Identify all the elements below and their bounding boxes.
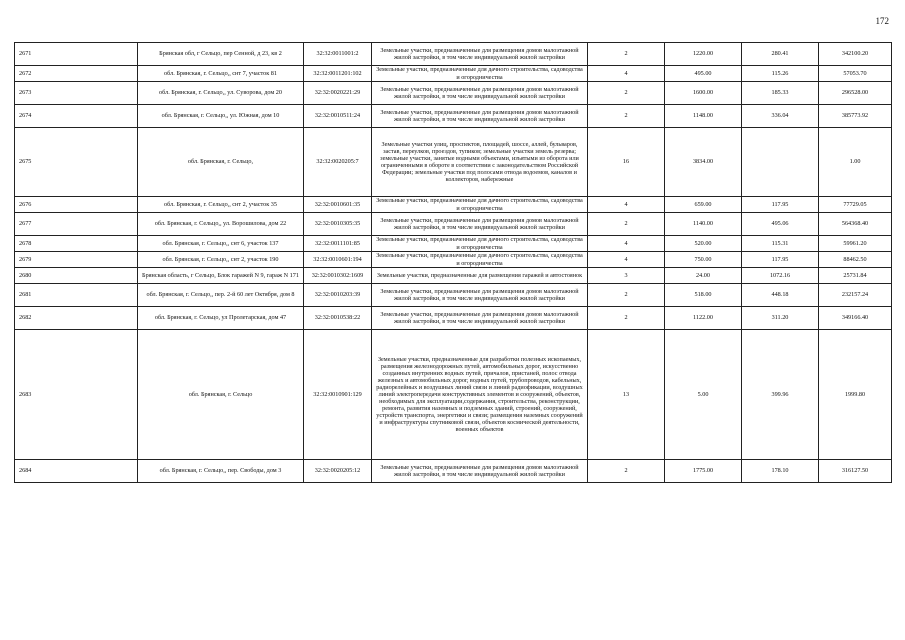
row-number-cell: 2678 — [15, 236, 138, 252]
land-registry-table — [14, 42, 892, 483]
cadastral-number-cell: 32:32:0010203:39 — [304, 284, 372, 307]
area-cell: 659.00 — [665, 197, 742, 213]
table-row — [15, 128, 892, 197]
cadastral-value-cell: 232157.24 — [819, 284, 892, 307]
table-row — [15, 105, 892, 128]
cadastral-number-cell: 32:32:0010511:24 — [304, 105, 372, 128]
address-cell: обл. Брянская, г. Сельцо — [138, 330, 304, 460]
table-row — [15, 197, 892, 213]
rate-cell: 185.33 — [742, 82, 819, 105]
table-row — [15, 284, 892, 307]
cadastral-value-cell: 59961.20 — [819, 236, 892, 252]
address-cell: обл. Брянская, г. Сельцо, — [138, 128, 304, 197]
table-row — [15, 268, 892, 284]
table-row — [15, 236, 892, 252]
cadastral-number-cell: 32:32:0010601:35 — [304, 197, 372, 213]
table-row — [15, 330, 892, 460]
row-number-cell: 2671 — [15, 43, 138, 66]
cadastral-value-cell: 77729.05 — [819, 197, 892, 213]
area-cell: 1220.00 — [665, 43, 742, 66]
land-use-cell: Земельные участки, предназначенные для размещения домов малоэтажной жилой застройки, в том числе индивидуальной жилой застройки — [372, 284, 588, 307]
row-number-cell: 2674 — [15, 105, 138, 128]
row-number-cell: 2681 — [15, 284, 138, 307]
cadastral-number-cell: 32:32:0020205:7 — [304, 128, 372, 197]
rate-cell: 280.41 — [742, 43, 819, 66]
group-cell: 4 — [588, 66, 665, 82]
rate-cell: 1072.16 — [742, 268, 819, 284]
cadastral-value-cell: 349166.40 — [819, 307, 892, 330]
cadastral-value-cell: 385773.92 — [819, 105, 892, 128]
address-cell: Брянская область, г Сельцо, Блок гаражей N 9, гараж N 171 — [138, 268, 304, 284]
address-cell: Брянская обл, г Сельцо, пер Сенной, д 23, кв 2 — [138, 43, 304, 66]
area-cell: 1122.00 — [665, 307, 742, 330]
rate-cell: 448.18 — [742, 284, 819, 307]
table-row — [15, 43, 892, 66]
group-cell: 16 — [588, 128, 665, 197]
cadastral-value-cell: 57053.70 — [819, 66, 892, 82]
cadastral-value-cell: 564368.40 — [819, 213, 892, 236]
cadastral-value-cell: 25731.84 — [819, 268, 892, 284]
area-cell: 1140.00 — [665, 213, 742, 236]
cadastral-number-cell: 32:32:0010302:1609 — [304, 268, 372, 284]
table-row — [15, 213, 892, 236]
address-cell: обл. Брянская, г. Сельцо, ул Пролетарская, дом 47 — [138, 307, 304, 330]
cadastral-number-cell: 32:32:0011001:2 — [304, 43, 372, 66]
row-number-cell: 2676 — [15, 197, 138, 213]
rate-cell — [742, 128, 819, 197]
address-cell: обл. Брянская, г. Сельцо,, ул. Ворошилова, дом 22 — [138, 213, 304, 236]
area-cell: 24.00 — [665, 268, 742, 284]
land-use-cell: Земельные участки, предназначенные для дачного строительства, садоводства и огородничества — [372, 236, 588, 252]
rate-cell: 117.95 — [742, 252, 819, 268]
cadastral-number-cell: 32:32:0011201:102 — [304, 66, 372, 82]
group-cell: 4 — [588, 197, 665, 213]
address-cell: обл. Брянская, г. Сельцо,, пер. Свободы, дом 3 — [138, 460, 304, 483]
table-row — [15, 460, 892, 483]
area-cell: 518.00 — [665, 284, 742, 307]
area-cell: 520.00 — [665, 236, 742, 252]
group-cell: 2 — [588, 82, 665, 105]
table-row — [15, 82, 892, 105]
rate-cell: 399.96 — [742, 330, 819, 460]
group-cell: 2 — [588, 105, 665, 128]
cadastral-value-cell: 296528.00 — [819, 82, 892, 105]
land-use-cell: Земельные участки, предназначенные для дачного строительства, садоводства и огородничества — [372, 252, 588, 268]
cadastral-number-cell: 32:32:0011101:85 — [304, 236, 372, 252]
rate-cell: 117.95 — [742, 197, 819, 213]
address-cell: обл. Брянская, г. Сельцо,, пер. 2-й 60 лет Октября, дом 8 — [138, 284, 304, 307]
land-use-cell: Земельные участки, предназначенные для размещения домов малоэтажной жилой застройки, в том числе индивидуальной жилой застройки — [372, 213, 588, 236]
address-cell: обл. Брянская, г. Сельцо,, снт 2, участок 190 — [138, 252, 304, 268]
cadastral-value-cell: 316127.50 — [819, 460, 892, 483]
land-use-cell: Земельные участки, предназначенные для размещения домов малоэтажной жилой застройки, в том числе индивидуальной жилой застройки — [372, 105, 588, 128]
row-number-cell: 2675 — [15, 128, 138, 197]
address-cell: обл. Брянская, г. Сельцо,, ул. Южная, дом 10 — [138, 105, 304, 128]
table-row — [15, 66, 892, 82]
rate-cell: 178.10 — [742, 460, 819, 483]
cadastral-number-cell: 32:32:0010601:194 — [304, 252, 372, 268]
page-number: 172 — [875, 16, 889, 26]
row-number-cell: 2673 — [15, 82, 138, 105]
address-cell: обл. Брянская, г. Сельцо,, ул. Суворова, дом 20 — [138, 82, 304, 105]
group-cell: 4 — [588, 252, 665, 268]
group-cell: 4 — [588, 236, 665, 252]
group-cell: 2 — [588, 213, 665, 236]
area-cell: 3834.00 — [665, 128, 742, 197]
row-number-cell: 2679 — [15, 252, 138, 268]
row-number-cell: 2677 — [15, 213, 138, 236]
row-number-cell: 2672 — [15, 66, 138, 82]
land-use-cell: Земельные участки, предназначенные для дачного строительства, садоводства и огородничества — [372, 197, 588, 213]
address-cell: обл. Брянская, г. Сельцо,, снт 7, участок 81 — [138, 66, 304, 82]
rate-cell: 115.31 — [742, 236, 819, 252]
land-use-cell: Земельные участки, предназначенные для размещения домов малоэтажной жилой застройки, в том числе индивидуальной жилой застройки — [372, 307, 588, 330]
row-number-cell: 2680 — [15, 268, 138, 284]
cadastral-number-cell: 32:32:0010901:129 — [304, 330, 372, 460]
land-use-cell: Земельные участки, предназначенные для дачного строительства, садоводства и огородничества — [372, 66, 588, 82]
group-cell: 13 — [588, 330, 665, 460]
group-cell: 2 — [588, 460, 665, 483]
cadastral-number-cell: 32:32:0020221:29 — [304, 82, 372, 105]
land-use-cell: Земельные участки, предназначенные для размещения гаражей и автостоянок — [372, 268, 588, 284]
land-use-cell: Земельные участки улиц, проспектов, площадей, шоссе, аллей, бульваров, застав, переулков, проездов, тупиков; земельные участки земель резерва; земельные участки, занятые водными объектами, изъятыми из оборота или ограниченными в обороте в соответствии с законодательством Российской Федерации; земельные участки под полосами отвода водоемов, каналов и коллекторов, набережные — [372, 128, 588, 197]
rate-cell: 495.06 — [742, 213, 819, 236]
table-row — [15, 252, 892, 268]
area-cell: 1600.00 — [665, 82, 742, 105]
area-cell: 5.00 — [665, 330, 742, 460]
cadastral-value-cell: 88462.50 — [819, 252, 892, 268]
rate-cell: 336.04 — [742, 105, 819, 128]
cadastral-number-cell: 32:32:0010538:22 — [304, 307, 372, 330]
group-cell: 2 — [588, 284, 665, 307]
cadastral-value-cell: 1999.80 — [819, 330, 892, 460]
land-use-cell: Земельные участки, предназначенные для размещения домов малоэтажной жилой застройки, в том числе индивидуальной жилой застройки — [372, 43, 588, 66]
table-row — [15, 307, 892, 330]
cadastral-number-cell: 32:32:0010305:35 — [304, 213, 372, 236]
cadastral-value-cell: 1.00 — [819, 128, 892, 197]
row-number-cell: 2684 — [15, 460, 138, 483]
rate-cell: 311.20 — [742, 307, 819, 330]
area-cell: 750.00 — [665, 252, 742, 268]
cadastral-number-cell: 32:32:0020205:12 — [304, 460, 372, 483]
land-use-cell: Земельные участки, предназначенные для размещения домов малоэтажной жилой застройки, в том числе индивидуальной жилой застройки — [372, 82, 588, 105]
group-cell: 2 — [588, 307, 665, 330]
group-cell: 2 — [588, 43, 665, 66]
row-number-cell: 2683 — [15, 330, 138, 460]
address-cell: обл. Брянская, г. Сельцо,, снт 6, участок 137 — [138, 236, 304, 252]
rate-cell: 115.26 — [742, 66, 819, 82]
row-number-cell: 2682 — [15, 307, 138, 330]
land-use-cell: Земельные участки, предназначенные для размещения домов малоэтажной жилой застройки, в том числе индивидуальной жилой застройки — [372, 460, 588, 483]
land-use-cell: Земельные участки, предназначенные для разработки полезных ископаемых, размещения железнодорожных путей, автомобильных дорог, искусственно созданных внутренних водных путей, причалов, пристаней, полос отвода железных и автомобильных дорог, водных путей, трубопроводов, кабельных, радиорелейных и воздушных линий связи и линий радиофикации, воздушных линий электропередачи конструктивных элементов и сооружений, объектов, необходимых для эксплуатации,содержания, строительства, реконструкции, ремонта, развития наземных и подземных зданий, строений, сооружений, устройств транспорта, энергетики и связи; размещения наземных сооружений и инфраструктуры спутниковой связи, объектов космической деятельности, военных объектов — [372, 330, 588, 460]
cadastral-value-cell: 342100.20 — [819, 43, 892, 66]
address-cell: обл. Брянская, г. Сельцо,, снт 2, участок 35 — [138, 197, 304, 213]
group-cell: 3 — [588, 268, 665, 284]
area-cell: 1148.00 — [665, 105, 742, 128]
area-cell: 495.00 — [665, 66, 742, 82]
area-cell: 1775.00 — [665, 460, 742, 483]
